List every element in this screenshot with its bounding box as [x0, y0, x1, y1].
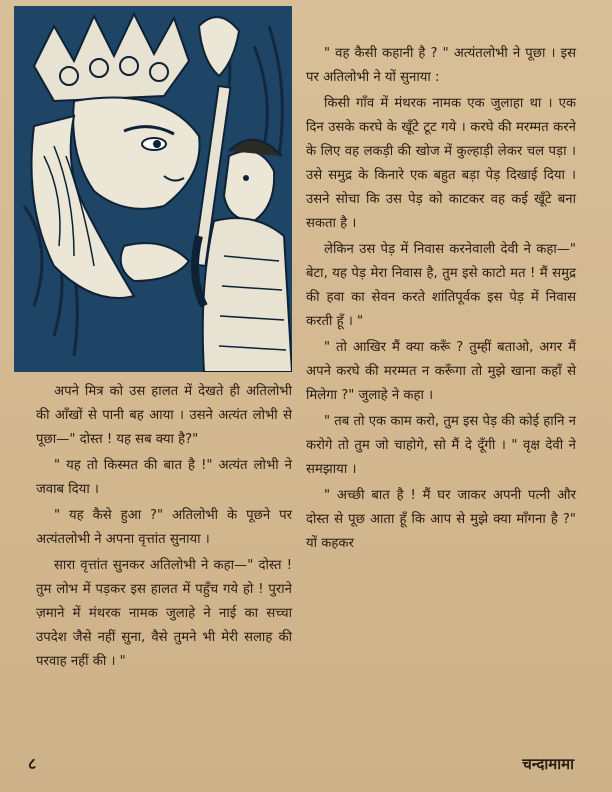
right-paragraph-5: " तब तो एक काम करो, तुम इस पेड़ की कोई हानि न करोगे तो तुम जो चाहोगे, सो मैं दे दूँगी । " वृक्ष देवी ने समझाया ।	[306, 414, 576, 477]
left-paragraph-4: सारा वृत्तांत सुनकर अतिलोभी ने कहा—" दोस्त ! तुम लोभ में पड़कर इस हालत में पहुँच गये हो ! पुराने ज़माने में मंथरक नामक जुलाहे ने नाई का सच्चा उपदेश जैसे नहीं सुना, वैसे तुमने भी मेरी सलाह की परवाह नहीं की । "	[36, 558, 292, 669]
illustration-drawing	[14, 6, 292, 372]
page-number: ८	[28, 754, 37, 773]
magazine-name: चन्दामामा	[522, 755, 574, 773]
right-paragraph-3: लेकिन उस पेड़ में निवास करनेवाली देवी ने कहा—" बेटा, यह पेड़ मेरा निवास है, तुम इसे काटो मत ! मैं समुद्र की हवा का सेवन करते शांतिपूर्वक इस पेड़ में निवास करती हूँ । "	[306, 242, 576, 329]
left-paragraph-3: " यह कैसे हुआ ?" अतिलोभी के पूछने पर अत्यंतलोभी ने अपना वृत्तांत सुनाया ।	[36, 508, 292, 547]
left-text-column	[36, 380, 292, 676]
left-paragraph-2: " यह तो किस्मत की बात है !" अत्यंत लोभी ने जवाब दिया ।	[36, 458, 292, 497]
left-paragraph-1: अपने मित्र को उस हालत में देखते ही अतिलोभी की आँखों से पानी बह आया । उसने अत्यंत लोभी से पूछा—" दोस्त ! यह सब क्या है?"	[36, 384, 292, 447]
right-paragraph-6: " अच्छी बात है ! मैं घर जाकर अपनी पत्नी और दोस्त से पूछ आता हूँ कि आप से मुझे क्या माँगना है ?" यों कहकर	[306, 488, 576, 551]
story-illustration	[14, 6, 292, 372]
right-paragraph-1: " वह कैसी कहानी है ? " अत्यंतलोभी ने पूछा । इस पर अतिलोभी ने यों सुनाया :	[306, 46, 576, 85]
right-text-column	[306, 42, 576, 558]
right-paragraph-2: किसी गाँव में मंथरक नामक एक जुलाहा था । एक दिन उसके करघे के खूँटे टूट गये । करघे की मरम्मत करने के लिए वह लकड़ी की खोज में कुल्हाड़ी लेकर चल पड़ा । उसे समुद्र के किनारे एक बहुत बड़ा पेड़ दिखाई दिया । उसने सोचा कि उस पेड़ को काटकर वह कई खूँटे बना सकता है ।	[306, 96, 576, 231]
right-paragraph-4: " तो आखिर मैं क्या करूँ ? तुम्हीं बताओ, अगर मैं अपने करघे की मरम्मत न करूँगा तो मुझे खाना कहाँ से मिलेगा ?" जुलाहे ने कहा ।	[306, 340, 576, 403]
